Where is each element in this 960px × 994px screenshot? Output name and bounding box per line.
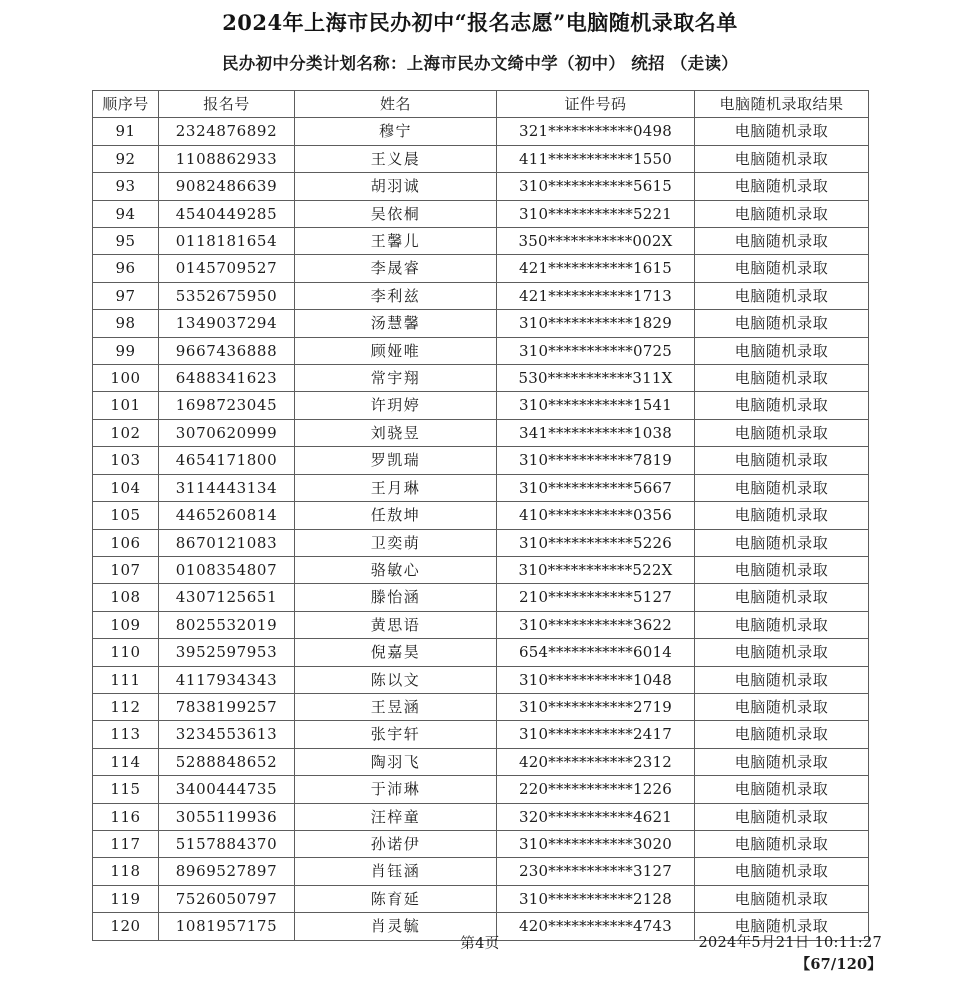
cell-sequence: 115 xyxy=(93,776,159,803)
generation-timestamp: 2024年5月21日 10:11:27 xyxy=(698,935,882,951)
cell-student-name: 任敖坤 xyxy=(295,502,497,529)
cell-sequence: 116 xyxy=(93,803,159,830)
cell-result: 电脑随机录取 xyxy=(695,913,869,940)
cell-student-name: 穆宁 xyxy=(295,118,497,145)
cell-registration-number: 4654171800 xyxy=(159,447,295,474)
table-header xyxy=(93,91,869,118)
roster-table xyxy=(92,90,869,941)
cell-registration-number: 9082486639 xyxy=(159,173,295,200)
table-header-row xyxy=(93,91,869,118)
cell-id-number: 310***********2128 xyxy=(497,885,695,912)
page-footer xyxy=(0,932,960,994)
table-row xyxy=(93,776,869,803)
cell-student-name: 常宇翔 xyxy=(295,365,497,392)
page-number: 第4页 xyxy=(460,936,500,952)
cell-registration-number: 9667436888 xyxy=(159,337,295,364)
cell-student-name: 许玥婷 xyxy=(295,392,497,419)
cell-id-number: 421***********1615 xyxy=(497,255,695,282)
cell-result: 电脑随机录取 xyxy=(695,666,869,693)
cell-student-name: 倪嘉昊 xyxy=(295,639,497,666)
cell-sequence: 111 xyxy=(93,666,159,693)
cell-sequence: 108 xyxy=(93,584,159,611)
cell-sequence: 120 xyxy=(93,913,159,940)
cell-sequence: 96 xyxy=(93,255,159,282)
cell-sequence: 109 xyxy=(93,611,159,638)
cell-id-number: 320***********4621 xyxy=(497,803,695,830)
cell-student-name: 刘骁昱 xyxy=(295,419,497,446)
cell-result: 电脑随机录取 xyxy=(695,173,869,200)
cell-student-name: 肖钰涵 xyxy=(295,858,497,885)
cell-registration-number: 3400444735 xyxy=(159,776,295,803)
cell-student-name: 张宇轩 xyxy=(295,721,497,748)
cell-id-number: 310***********3020 xyxy=(497,830,695,857)
table-row xyxy=(93,502,869,529)
cell-sequence: 118 xyxy=(93,858,159,885)
cell-sequence: 110 xyxy=(93,639,159,666)
cell-sequence: 119 xyxy=(93,885,159,912)
cell-result: 电脑随机录取 xyxy=(695,337,869,364)
cell-result: 电脑随机录取 xyxy=(695,639,869,666)
cell-result: 电脑随机录取 xyxy=(695,365,869,392)
cell-id-number: 420***********2312 xyxy=(497,748,695,775)
cell-registration-number: 5157884370 xyxy=(159,830,295,857)
column-header-name: 姓名 xyxy=(295,91,497,118)
cell-result: 电脑随机录取 xyxy=(695,392,869,419)
generation-stamp xyxy=(698,932,882,976)
cell-student-name: 陶羽飞 xyxy=(295,748,497,775)
cell-result: 电脑随机录取 xyxy=(695,118,869,145)
cell-registration-number: 8670121083 xyxy=(159,529,295,556)
table-row xyxy=(93,228,869,255)
cell-registration-number: 2324876892 xyxy=(159,118,295,145)
column-header-id-number: 证件号码 xyxy=(497,91,695,118)
cell-student-name: 汤慧馨 xyxy=(295,310,497,337)
cell-student-name: 孙诺伊 xyxy=(295,830,497,857)
table-row xyxy=(93,529,869,556)
cell-result: 电脑随机录取 xyxy=(695,556,869,583)
cell-student-name: 陈以文 xyxy=(295,666,497,693)
plan-name-subtitle: 民办初中分类计划名称：上海市民办文绮中学（初中） 统招 （走读） xyxy=(221,54,739,73)
cell-id-number: 321***********0498 xyxy=(497,118,695,145)
column-header-result: 电脑随机录取结果 xyxy=(695,91,869,118)
table-row xyxy=(93,666,869,693)
cell-result: 电脑随机录取 xyxy=(695,830,869,857)
cell-result: 电脑随机录取 xyxy=(695,228,869,255)
table-row xyxy=(93,584,869,611)
table-row xyxy=(93,885,869,912)
cell-student-name: 陈育延 xyxy=(295,885,497,912)
cell-id-number: 210***********5127 xyxy=(497,584,695,611)
cell-sequence: 95 xyxy=(93,228,159,255)
cell-student-name: 李晟睿 xyxy=(295,255,497,282)
table-row xyxy=(93,639,869,666)
cell-registration-number: 3070620999 xyxy=(159,419,295,446)
cell-registration-number: 8969527897 xyxy=(159,858,295,885)
table-row xyxy=(93,611,869,638)
cell-id-number: 310***********5615 xyxy=(497,173,695,200)
cell-result: 电脑随机录取 xyxy=(695,145,869,172)
cell-registration-number: 4307125651 xyxy=(159,584,295,611)
cell-registration-number: 5352675950 xyxy=(159,282,295,309)
cell-sequence: 92 xyxy=(93,145,159,172)
cell-id-number: 350***********002X xyxy=(497,228,695,255)
cell-student-name: 胡羽诚 xyxy=(295,173,497,200)
table-row xyxy=(93,748,869,775)
cell-sequence: 98 xyxy=(93,310,159,337)
cell-sequence: 101 xyxy=(93,392,159,419)
cell-result: 电脑随机录取 xyxy=(695,474,869,501)
cell-id-number: 310***********5667 xyxy=(497,474,695,501)
cell-registration-number: 7838199257 xyxy=(159,693,295,720)
cell-sequence: 94 xyxy=(93,200,159,227)
cell-result: 电脑随机录取 xyxy=(695,611,869,638)
table-row xyxy=(93,145,869,172)
table-row xyxy=(93,474,869,501)
cell-result: 电脑随机录取 xyxy=(695,584,869,611)
cell-result: 电脑随机录取 xyxy=(695,748,869,775)
cell-student-name: 王馨儿 xyxy=(295,228,497,255)
cell-id-number: 530***********311X xyxy=(497,365,695,392)
cell-id-number: 310***********5221 xyxy=(497,200,695,227)
cell-student-name: 黄思语 xyxy=(295,611,497,638)
cell-student-name: 王月琳 xyxy=(295,474,497,501)
cell-sequence: 113 xyxy=(93,721,159,748)
table-row xyxy=(93,200,869,227)
cell-sequence: 102 xyxy=(93,419,159,446)
cell-registration-number: 5288848652 xyxy=(159,748,295,775)
cell-registration-number: 3055119936 xyxy=(159,803,295,830)
cell-registration-number: 1349037294 xyxy=(159,310,295,337)
table-row xyxy=(93,721,869,748)
cell-id-number: 310***********522X xyxy=(497,556,695,583)
cell-student-name: 于沛琳 xyxy=(295,776,497,803)
cell-sequence: 100 xyxy=(93,365,159,392)
table-row xyxy=(93,419,869,446)
cell-id-number: 310***********2719 xyxy=(497,693,695,720)
cell-sequence: 106 xyxy=(93,529,159,556)
cell-student-name: 肖灵毓 xyxy=(295,913,497,940)
record-counter: 【67/120】 xyxy=(795,956,882,973)
cell-student-name: 王义晨 xyxy=(295,145,497,172)
cell-registration-number: 8025532019 xyxy=(159,611,295,638)
table-row xyxy=(93,282,869,309)
cell-id-number: 410***********0356 xyxy=(497,502,695,529)
cell-sequence: 114 xyxy=(93,748,159,775)
cell-registration-number: 4540449285 xyxy=(159,200,295,227)
table-row xyxy=(93,447,869,474)
cell-id-number: 310***********1048 xyxy=(497,666,695,693)
cell-result: 电脑随机录取 xyxy=(695,255,869,282)
cell-result: 电脑随机录取 xyxy=(695,693,869,720)
cell-student-name: 汪梓童 xyxy=(295,803,497,830)
cell-id-number: 310***********2417 xyxy=(497,721,695,748)
cell-result: 电脑随机录取 xyxy=(695,282,869,309)
page-title: 2024年上海市民办初中“报名志愿”电脑随机录取名单 xyxy=(222,10,738,35)
cell-registration-number: 3952597953 xyxy=(159,639,295,666)
cell-id-number: 421***********1713 xyxy=(497,282,695,309)
table-row xyxy=(93,803,869,830)
cell-result: 电脑随机录取 xyxy=(695,529,869,556)
cell-id-number: 341***********1038 xyxy=(497,419,695,446)
cell-sequence: 104 xyxy=(93,474,159,501)
table-row xyxy=(93,858,869,885)
table-row xyxy=(93,337,869,364)
cell-student-name: 罗凯瑞 xyxy=(295,447,497,474)
cell-id-number: 310***********5226 xyxy=(497,529,695,556)
table-row xyxy=(93,310,869,337)
cell-registration-number: 1108862933 xyxy=(159,145,295,172)
cell-id-number: 420***********4743 xyxy=(497,913,695,940)
table-body xyxy=(93,118,869,940)
cell-registration-number: 0108354807 xyxy=(159,556,295,583)
cell-sequence: 103 xyxy=(93,447,159,474)
cell-id-number: 654***********6014 xyxy=(497,639,695,666)
cell-registration-number: 1698723045 xyxy=(159,392,295,419)
cell-result: 电脑随机录取 xyxy=(695,419,869,446)
cell-id-number: 411***********1550 xyxy=(497,145,695,172)
cell-id-number: 310***********1541 xyxy=(497,392,695,419)
cell-registration-number: 0145709527 xyxy=(159,255,295,282)
cell-sequence: 112 xyxy=(93,693,159,720)
cell-student-name: 卫奕萌 xyxy=(295,529,497,556)
cell-id-number: 220***********1226 xyxy=(497,776,695,803)
cell-registration-number: 3234553613 xyxy=(159,721,295,748)
table-row xyxy=(93,693,869,720)
cell-sequence: 97 xyxy=(93,282,159,309)
table-row xyxy=(93,173,869,200)
table-row xyxy=(93,392,869,419)
cell-student-name: 滕怡涵 xyxy=(295,584,497,611)
cell-result: 电脑随机录取 xyxy=(695,447,869,474)
cell-result: 电脑随机录取 xyxy=(695,858,869,885)
column-header-sequence: 顺序号 xyxy=(93,91,159,118)
cell-id-number: 310***********3622 xyxy=(497,611,695,638)
cell-sequence: 117 xyxy=(93,830,159,857)
cell-result: 电脑随机录取 xyxy=(695,502,869,529)
cell-result: 电脑随机录取 xyxy=(695,721,869,748)
cell-student-name: 顾娅唯 xyxy=(295,337,497,364)
cell-result: 电脑随机录取 xyxy=(695,803,869,830)
cell-result: 电脑随机录取 xyxy=(695,885,869,912)
column-header-registration-number: 报名号 xyxy=(159,91,295,118)
roster-table-container xyxy=(92,90,868,941)
table-row xyxy=(93,830,869,857)
cell-result: 电脑随机录取 xyxy=(695,310,869,337)
cell-student-name: 吴依桐 xyxy=(295,200,497,227)
cell-registration-number: 7526050797 xyxy=(159,885,295,912)
cell-registration-number: 0118181654 xyxy=(159,228,295,255)
cell-student-name: 王昱涵 xyxy=(295,693,497,720)
cell-registration-number: 4117934343 xyxy=(159,666,295,693)
table-row xyxy=(93,255,869,282)
cell-sequence: 93 xyxy=(93,173,159,200)
cell-registration-number: 4465260814 xyxy=(159,502,295,529)
cell-id-number: 310***********0725 xyxy=(497,337,695,364)
cell-registration-number: 6488341623 xyxy=(159,365,295,392)
cell-id-number: 310***********1829 xyxy=(497,310,695,337)
cell-sequence: 107 xyxy=(93,556,159,583)
table-row xyxy=(93,556,869,583)
cell-registration-number: 1081957175 xyxy=(159,913,295,940)
cell-student-name: 骆敏心 xyxy=(295,556,497,583)
cell-id-number: 310***********7819 xyxy=(497,447,695,474)
cell-registration-number: 3114443134 xyxy=(159,474,295,501)
cell-student-name: 李利兹 xyxy=(295,282,497,309)
cell-result: 电脑随机录取 xyxy=(695,776,869,803)
cell-sequence: 105 xyxy=(93,502,159,529)
cell-result: 电脑随机录取 xyxy=(695,200,869,227)
table-row xyxy=(93,365,869,392)
cell-sequence: 91 xyxy=(93,118,159,145)
table-row xyxy=(93,118,869,145)
cell-id-number: 230***********3127 xyxy=(497,858,695,885)
cell-sequence: 99 xyxy=(93,337,159,364)
